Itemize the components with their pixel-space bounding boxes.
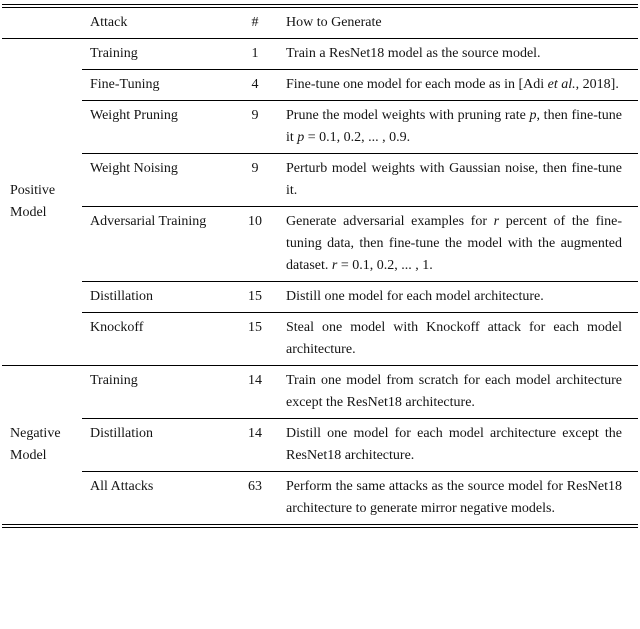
header-row: [2, 6, 638, 39]
text-run: Perturb model weights with Gaussian noise, then fine-tune it.: [286, 161, 622, 198]
how-to-generate-cell: [272, 419, 638, 472]
table-row: [2, 154, 638, 207]
table-row: [2, 282, 638, 313]
table-row: [2, 70, 638, 101]
column-header-group: [2, 6, 82, 39]
model-count-cell: 10: [238, 207, 272, 282]
column-header-count: #: [238, 6, 272, 39]
attack-name-cell: All Attacks: [82, 472, 238, 527]
how-to-generate-cell: [272, 282, 638, 313]
model-count-cell: 14: [238, 366, 272, 419]
attack-name-cell: Weight Noising: [82, 154, 238, 207]
text-run: Steal one model with Knockoff attack for each model architecture.: [286, 320, 622, 357]
table-body: [2, 39, 638, 527]
text-run: Fine-tune one model for each mode as in [Adi: [286, 77, 548, 92]
how-to-generate-cell: [272, 39, 638, 70]
table-row: [2, 101, 638, 154]
text-run: Generate adversarial examples for: [286, 214, 494, 229]
italic-text-run: p: [529, 108, 537, 123]
model-count-cell: 9: [238, 101, 272, 154]
how-to-generate-cell: [272, 70, 638, 101]
text-run: percent of the fine-tuning data, then fine-tune the model with the augmented dataset.: [286, 214, 622, 273]
text-run: Train one model from scratch for each model architecture except the ResNet18 architecture.: [286, 373, 622, 410]
table-row: [2, 313, 638, 366]
text-run: Distill one model for each model architecture except the ResNet18 architecture.: [286, 426, 622, 463]
text-run: , then fine-tune it: [286, 108, 622, 145]
model-count-cell: 1: [251, 46, 259, 61]
group-label: Negative Model: [2, 366, 82, 527]
model-count-cell: 15: [238, 282, 272, 313]
how-to-generate-cell: [272, 101, 638, 154]
model-count-cell: 14: [238, 419, 272, 472]
column-header-attack: Attack: [82, 6, 238, 39]
text-run: , 2018].: [575, 77, 619, 92]
model-count-cell: 63: [238, 472, 272, 527]
model-count-cell: 4: [238, 70, 272, 101]
text-run: Train a ResNet18 model as the source model.: [286, 46, 541, 61]
model-count-cell: 9: [238, 154, 272, 207]
how-to-generate-cell: [272, 366, 638, 419]
attack-name-cell: Distillation: [82, 282, 238, 313]
italic-text-run: et al.: [547, 77, 576, 92]
text-run: = 0.1, 0.2, ... , 1.: [337, 258, 433, 273]
table-row: [2, 39, 638, 70]
attack-name-cell: Knockoff: [82, 313, 238, 366]
table-row: [2, 419, 638, 472]
italic-text-run: p: [297, 130, 305, 145]
column-header-how-to-generate: How to Generate: [272, 6, 638, 39]
how-to-generate-cell: [272, 313, 638, 366]
attack-name-cell: Training: [90, 46, 138, 61]
table-row: [2, 207, 638, 282]
text-run: Prune the model weights with pruning rate: [286, 108, 530, 123]
how-to-generate-cell: [272, 154, 638, 207]
attack-name-cell: Adversarial Training: [82, 207, 238, 282]
attack-name-cell: Training: [82, 366, 238, 419]
table-head: [2, 6, 638, 39]
italic-text-run: r: [331, 258, 338, 273]
italic-text-run: r: [493, 214, 500, 229]
text-run: Perform the same attacks as the source model for ResNet18 architecture to generate mirror negative models.: [286, 479, 622, 516]
attack-name-cell: Weight Pruning: [82, 101, 238, 154]
attack-name-cell: Distillation: [82, 419, 238, 472]
group-label: Positive Model: [10, 183, 56, 220]
model-count-cell: 15: [238, 313, 272, 366]
text-run: = 0.1, 0.2, ... , 0.9.: [304, 130, 411, 145]
how-to-generate-cell: [272, 207, 638, 282]
attack-name-cell: Fine-Tuning: [82, 70, 238, 101]
text-run: Distill one model for each model architecture.: [286, 289, 544, 304]
table-row: [2, 472, 638, 527]
attacks-table: [2, 4, 638, 528]
how-to-generate-cell: [272, 472, 638, 527]
table-row: [2, 366, 638, 419]
